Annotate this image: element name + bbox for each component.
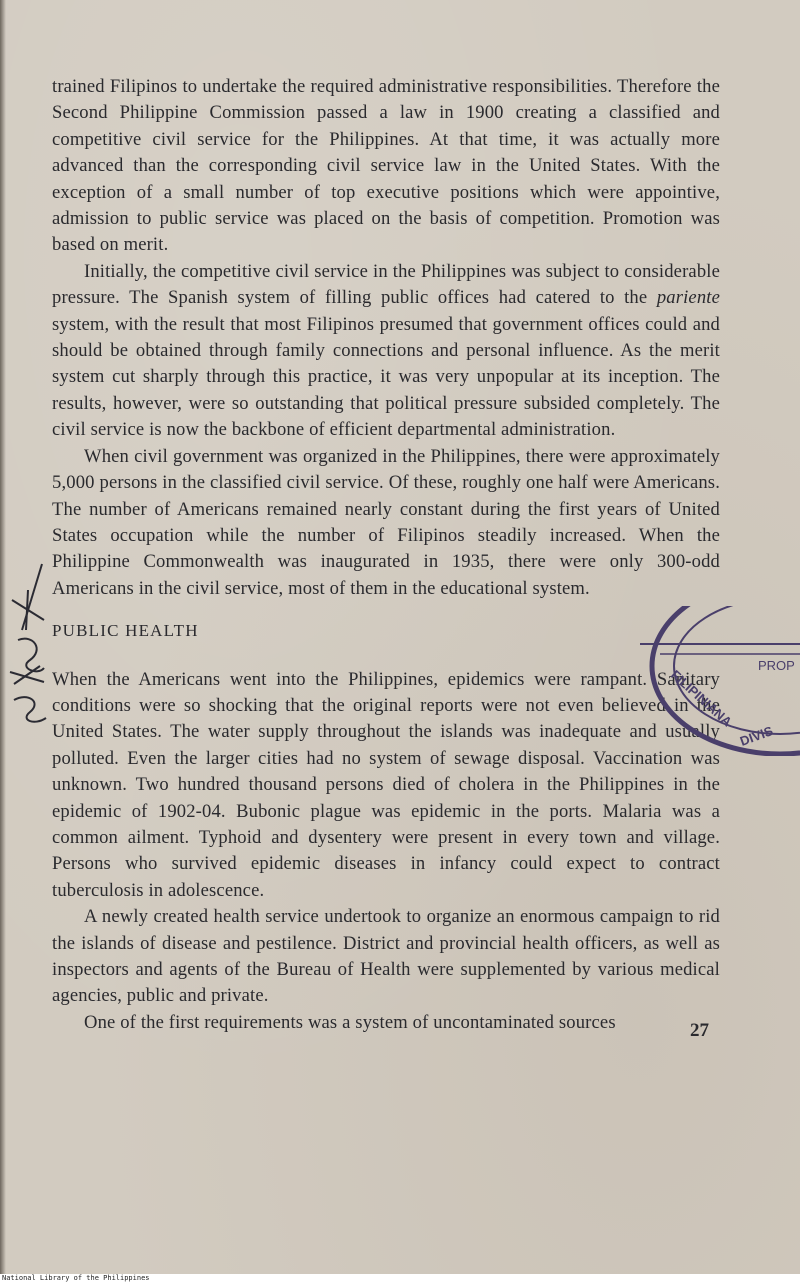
page-number: 27 bbox=[690, 1020, 709, 1041]
paragraph-civil-service-law: trained Filipinos to undertake the required administrative responsibilities. Therefore the Second Philippine Commission passed a law in 1900 creating a classified and competitive civil service for the Philippines. At that time, it was actually more advanced than the corresponding civil service law in the United States. With the exception of a small number of top executive positions which were appointive, admission to public service was placed on the basis of competition. Promotion was based on merit. bbox=[52, 76, 720, 256]
body-text bbox=[52, 74, 720, 1036]
paragraph-epidemics: When the Americans went into the Philippines, epidemics were rampant. Sanitary conditions were so shocking that the original reports were not even believed in the United States. The water supply throughout the islands was inadequate and usually polluted. Even the larger cities had no system of sewage disposal. Vaccination was unknown. Two hundred thousand persons died of cholera in the Philippines in the epidemic of 1902-04. Bubonic plague was epidemic in the ports. Malaria was a common ailment. Typhoid and dysentery were present in every town and village. Persons who survived epidemic diseases in infancy could expect to contract tuberculosis in adolescence. bbox=[52, 668, 720, 901]
stamp-filipiniana-text: FILIPINIANA bbox=[667, 667, 735, 730]
paragraph-competitive-service bbox=[52, 259, 720, 444]
footer-strip bbox=[0, 1274, 800, 1283]
italic-term-pariente: pariente bbox=[656, 287, 720, 309]
footer-credit: National Library of the Philippines bbox=[2, 1274, 150, 1282]
paragraph-health-service: A newly created health service undertook to organize an enormous campaign to rid the islands of disease and pestilence. District and provincial health officers, as well as inspectors and agents of the Bureau of Health were supplemented by various medical agencies, public and private. bbox=[52, 906, 720, 1007]
stamp-prop-text: PROP bbox=[758, 658, 795, 673]
section-heading-public-health: PUBLIC HEALTH bbox=[52, 621, 199, 641]
library-stamp bbox=[640, 606, 800, 756]
handwritten-accession-number bbox=[4, 560, 64, 730]
paragraph-civil-government: When civil government was organized in the Philippines, there were approximately 5,000 persons in the classified civil service. Of these, roughly one half were Americans. The number of Americans remained nearly constant during the first years of United States occupation while the number of Filipinos steadily increased. When the Philippine Commonwealth was inaugurated in 1935, there were only 300-odd Americans in the civil service, most of them in the educational system. bbox=[52, 445, 720, 599]
stamp-divis-text: DIVIS bbox=[737, 723, 775, 749]
paragraph-2-part-1: Initially, the competitive civil service in the Philippines was subject to considerable pressure. The Spanish system of filling public offices had catered to the bbox=[52, 260, 720, 309]
paragraph-uncontaminated-sources: One of the first requirements was a system of uncontaminated sources bbox=[84, 1011, 616, 1033]
handwriting-text: 3/ 8 9 4 bbox=[4, 560, 8, 561]
paragraph-2-part-2: system, with the result that most Filipinos presumed that government offices could and should be obtained through family connections and personal influence. As the merit system cut sharply through this practice, it was very unpopular at its inception. The results, however, were so outstanding that political pressure subsided completely. The civil service is now the backbone of efficient departmental administration. bbox=[52, 313, 720, 441]
